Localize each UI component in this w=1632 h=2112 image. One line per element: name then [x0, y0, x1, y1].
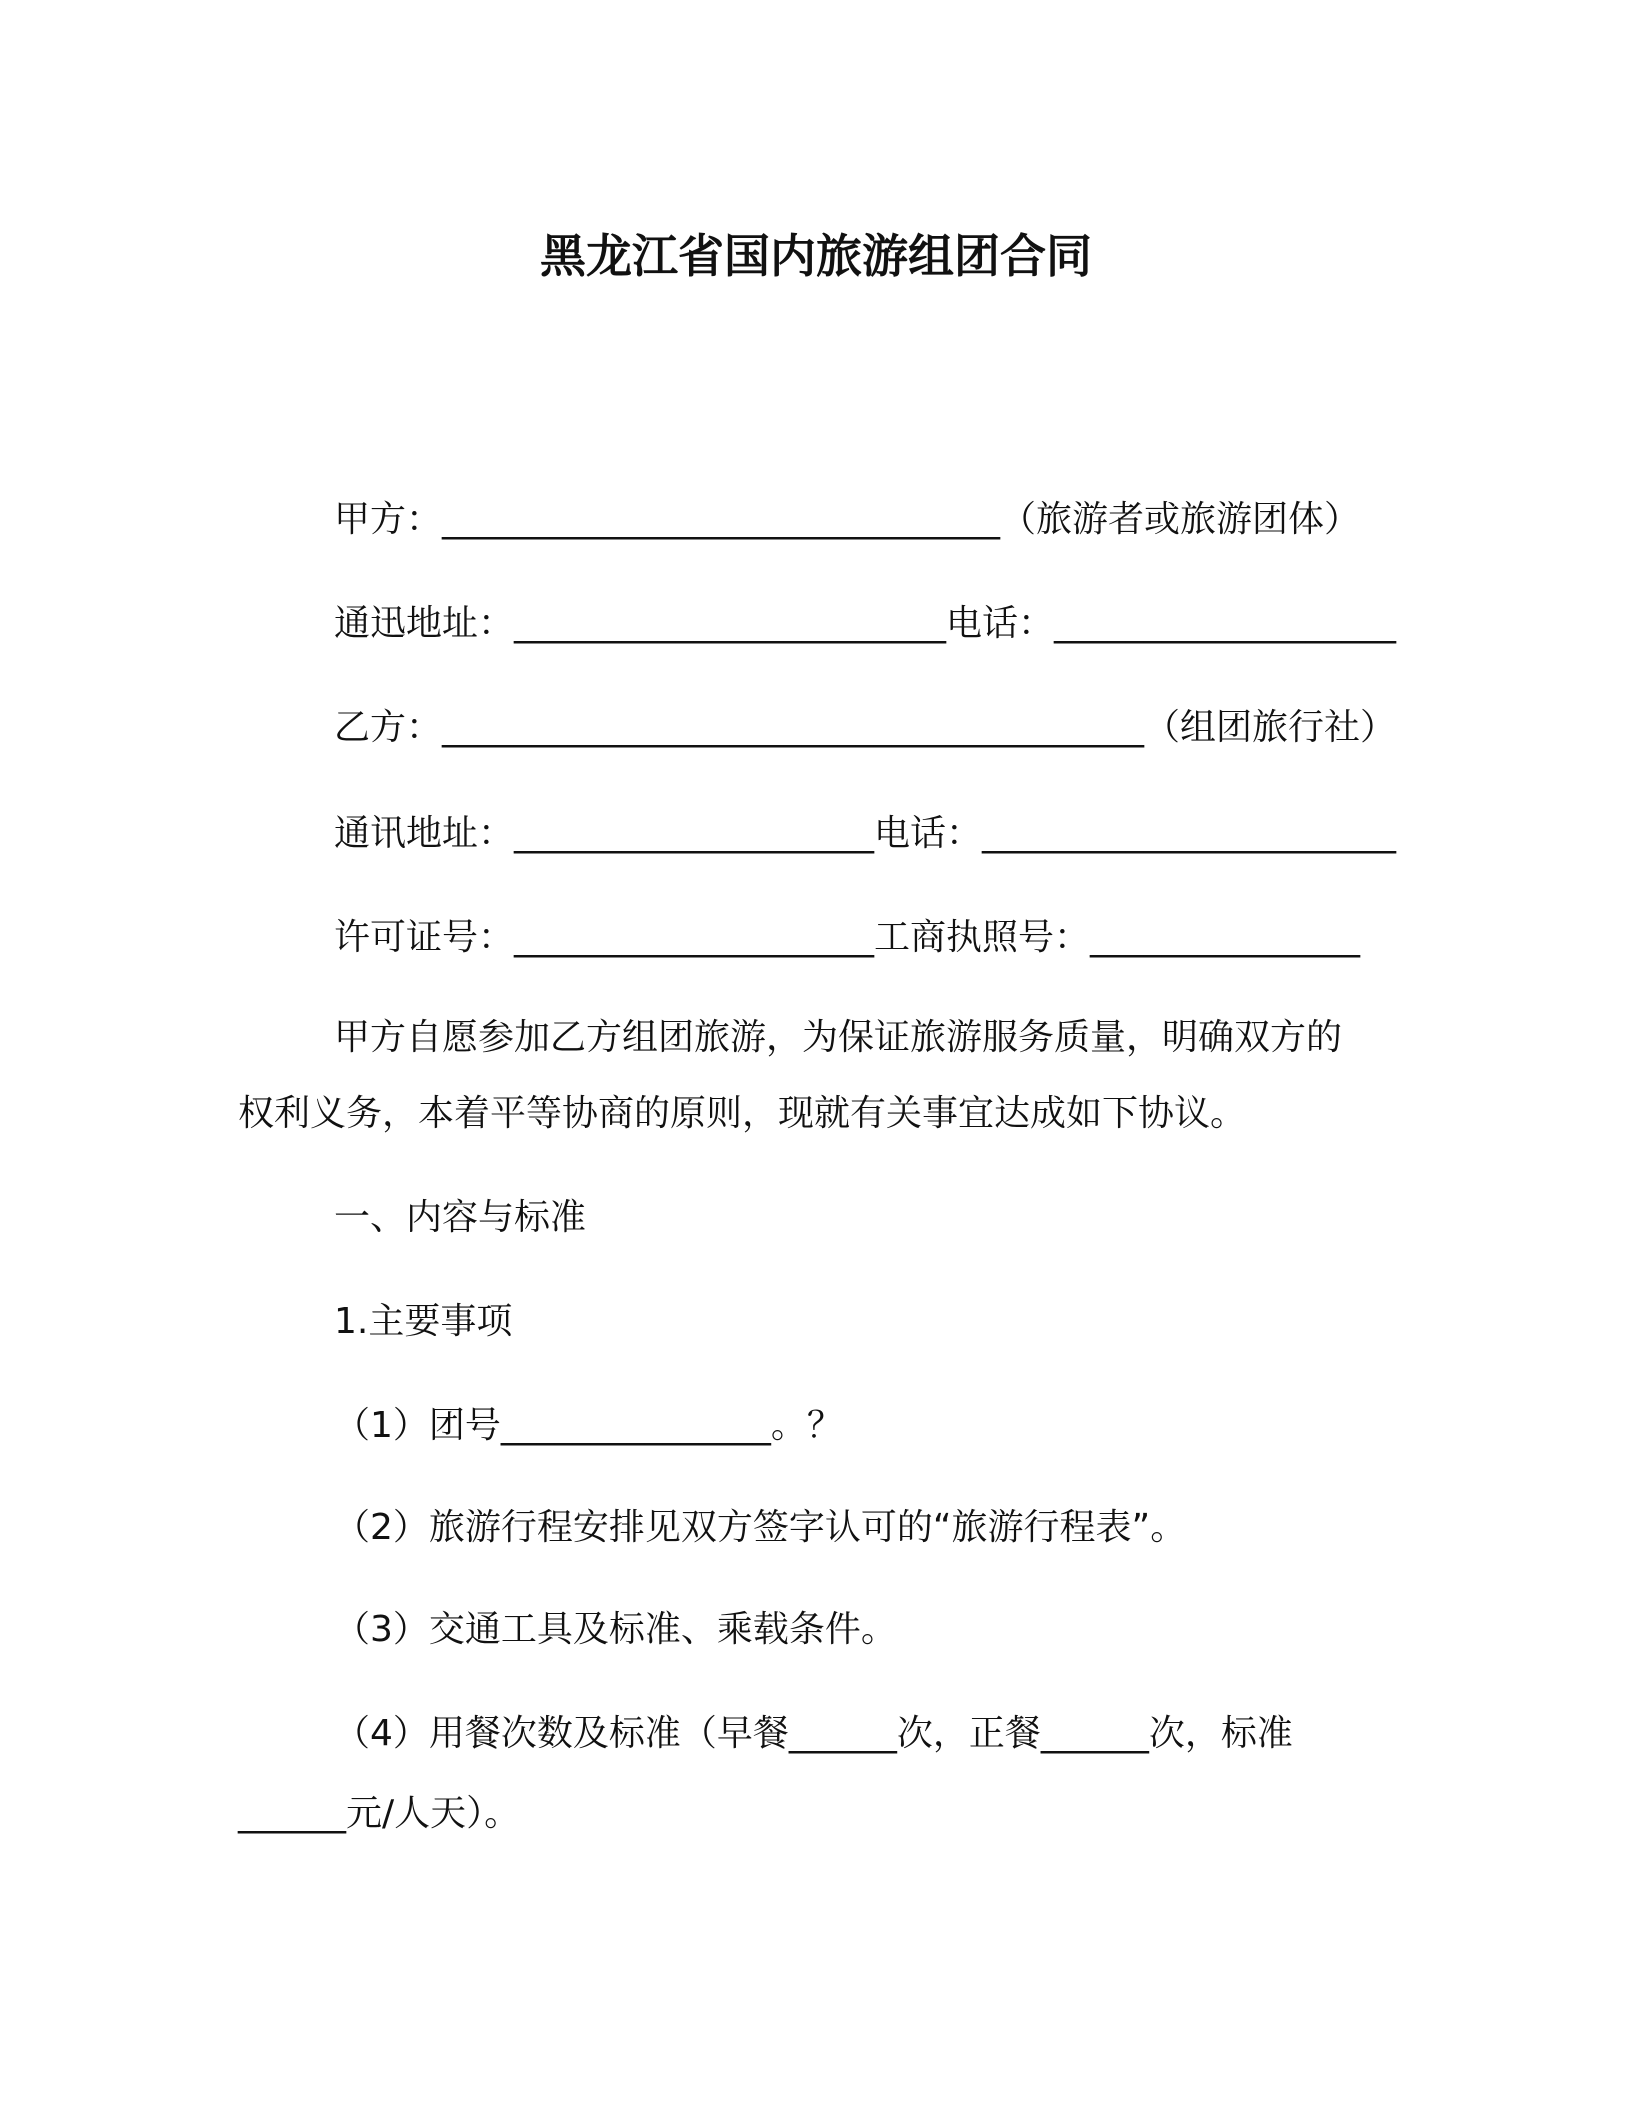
item-4-line-1: （4）用餐次数及标准（早餐______次，正餐______次，标准 — [334, 1713, 1293, 1754]
item-3: （3）交通工具及标准、乘载条件。 — [334, 1609, 897, 1650]
item-1: （1）团号_______________。？ — [334, 1405, 843, 1446]
preamble-line-1: 甲方自愿参加乙方组团旅游，为保证旅游服务质量，明确双方的 — [334, 1017, 1343, 1058]
section-heading-1: 一、内容与标准 — [334, 1197, 587, 1238]
party-b-address-line: 通讯地址：____________________电话：_______________________ — [334, 813, 1397, 854]
party-a-address-line: 通迅地址：________________________电话：___________________ — [334, 603, 1397, 644]
item-2: （2）旅游行程安排见双方签字认可的“旅游行程表”。 — [334, 1507, 1187, 1548]
license-line: 许可证号：____________________工商执照号：_______________ — [334, 917, 1361, 958]
contract-title: 黑龙江省国内旅游组团合同 — [540, 229, 1092, 283]
party-b-line: 乙方：_______________________________________（组团旅行社） — [334, 707, 1397, 748]
party-a-line: 甲方：_______________________________（旅游者或旅游团体） — [334, 499, 1361, 540]
item-4-line-2: ______元/人天）。 — [238, 1793, 521, 1834]
preamble-line-2: 权利义务，本着平等协商的原则，现就有关事宜达成如下协议。 — [238, 1093, 1247, 1134]
subsection-heading-1: 1.主要事项 — [334, 1301, 513, 1342]
